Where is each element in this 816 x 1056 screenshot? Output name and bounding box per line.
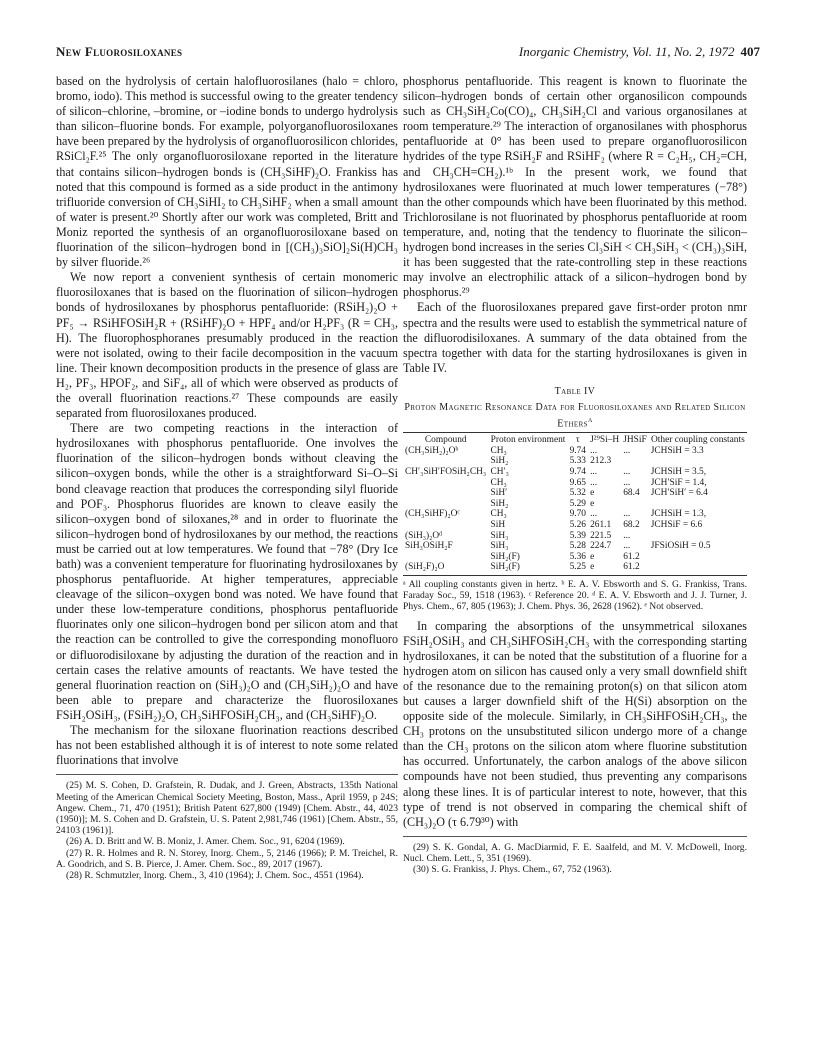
running-title: New Fluorosiloxanes [56, 44, 183, 59]
right-column [403, 74, 747, 875]
table-rule [403, 575, 747, 576]
cell-tau: 5.25 [569, 562, 586, 573]
table-title: Proton Magnetic Resonance Data for Fluorosiloxanes and Related Silicon Ethers [404, 401, 746, 430]
cell-j-si-h: 224.7 [590, 541, 612, 552]
cell-compound [403, 520, 489, 531]
cell-other-coupling: JCHSiH = 3.5, [650, 466, 707, 477]
journal-name: Inorganic Chemistry, Vol. 11, No. 2, 1972 [518, 44, 735, 59]
cell-environment: SiH₂(F) [490, 551, 520, 562]
cell-other-coupling [649, 456, 747, 467]
cell-j-si-h: 212.3 [590, 456, 612, 467]
cell-j-hsif: 61.2 [623, 551, 640, 562]
footnote: (27) R. R. Holmes and R. N. Storey, Inorg. Chem., 5, 2146 (1966); P. M. Treichel, R. A. Goodrich, and S. B. Pierce, J. Amer. Chem. Soc., 89, 2017 (1967). [56, 847, 398, 870]
cell-environment: SiH₂ [490, 498, 509, 509]
page-header [56, 44, 760, 64]
table-row [403, 488, 747, 499]
cell-environment: SiH₃ [490, 530, 509, 541]
table-row [403, 531, 747, 542]
cell-compound: (CH₃SiH₂)₂Oᵇ [405, 445, 459, 456]
cell-compound: (CH₃SiHF)₂Oᶜ [405, 509, 460, 520]
footnote: (25) M. S. Cohen, D. Grafstein, R. Dudak, and J. Green, Abstracts, 135th National Meeting of the American Chemical Society Meeting, Boston, Mass., April 1959, p 24S; Angew. Chem., 71, 470 (1951); British Patent 627,800 (1949) [Chem. Abstr., 44, 4023 (1950)]; M. S. Cohen and D. Grafstein, U. S. Patent 2,981,746 (1961) [Chem. Abstr., 55, 24103 (1961)]. [56, 780, 398, 837]
table-row [403, 499, 747, 510]
cell-tau: 9.74 [569, 466, 586, 477]
table-row [403, 467, 747, 478]
footnotes [403, 842, 747, 876]
cell-compound [403, 478, 489, 489]
cell-other-coupling [649, 552, 747, 563]
table-body [403, 446, 747, 573]
table-row [403, 456, 747, 467]
body-paragraph: There are two competing reactions in the interaction of hydrosiloxanes with phosphorus pentafluoride. One involves the fluorination of the silicon–hydrogen bonds without cleaving the silicon–oxygen bonds, while the other is a straightforward Si–O–Si bond cleavage reaction that produces the corresponding silyl fluoride and POF₃. Phosphorus fluorides are known to cleave easily the silicon–oxygen bond of siloxanes,²⁸ and in order to fluorinate the silicon–hydrogen bond of hydrosiloxanes by our method, the reactions must be carried out at low temperatures. We found that −78° (Dry Ice bath) was a convenient temperature for fluorinating hydrosiloxanes by phosphorus pentafluoride. At higher temperatures, appreciable cleavage of the silicon–oxygen bond was noted. We have found that under these low-temperature conditions, phosphorus pentafluoride fluorinates only one silicon–hydrogen bond per silicon atom and that the reaction can be controlled to give the corresponding monofluoro or difluorodisiloxane by adjusting the duration of the reaction and in certain cases the relative amounts of reactants. We have tested the general fluorination reaction on (SiH₃)₂O and (CH₃SiH₂)₂O and have been able to prepare and characterize the fluorosiloxanes FSiH₂OSiH₃, (FSiH₂)₂O, CH₃SiHFOSiH₂CH₃, and (CH₃SiHF)₂O. [56, 421, 398, 722]
table-row [403, 446, 747, 457]
footnote: (30) S. G. Frankiss, J. Phys. Chem., 67, 752 (1963). [413, 864, 612, 876]
cell-tau: 5.26 [569, 519, 586, 530]
cell-compound [403, 499, 489, 510]
cell-tau: 9.65 [569, 477, 586, 488]
cell-j-hsif: ... [623, 530, 631, 541]
cell-compound: SiH₃OSiH₂F [405, 541, 453, 552]
cell-j-si-h: ... [590, 509, 598, 520]
col-header: Proton environment [490, 435, 566, 446]
cell-j-si-h: ... [590, 466, 598, 477]
cell-environment: CH₃ [490, 509, 507, 520]
cell-environment: SiH₂(F) [490, 562, 520, 573]
cell-compound: (SiH₂F)₂O [405, 562, 445, 573]
table-row [403, 478, 747, 489]
col-header: Other coupling constants [651, 435, 745, 446]
cell-j-hsif [621, 456, 649, 467]
page-number: 407 [740, 44, 760, 59]
cell-j-si-h: e [590, 498, 595, 509]
cell-j-hsif: 68.4 [623, 488, 640, 499]
cell-compound [403, 552, 489, 563]
cell-j-hsif: ... [623, 477, 631, 488]
footnote-divider [403, 836, 747, 837]
footnote: (29) S. K. Gondal, A. G. MacDiarmid, F. E. Saalfeld, and M. V. McDowell, Inorg. Nucl. Chem. Lett., 5, 351 (1969). [403, 841, 747, 865]
cell-j-si-h: e [590, 488, 595, 499]
table-row [403, 552, 747, 563]
cell-environment: SiH [490, 519, 506, 530]
table-rule [403, 432, 747, 433]
cell-j-si-h: 261.1 [590, 519, 612, 530]
cell-j-hsif: ... [623, 509, 631, 520]
table-caption [403, 386, 747, 430]
cell-other-coupling [649, 499, 747, 510]
cell-other-coupling: JFSiOSiH = 0.5 [650, 541, 711, 552]
cell-tau: 5.33 [569, 456, 586, 467]
cell-tau: 9.70 [569, 509, 586, 520]
cell-compound: (SiH₃)₂Oᵈ [405, 530, 443, 541]
table-title-mark: a [587, 414, 593, 424]
footnotes [56, 780, 398, 881]
footnote: (28) R. Schmutzler, Inorg. Chem., 3, 410 (1964); J. Chem. Soc., 4551 (1964). [66, 869, 364, 881]
cell-j-si-h: 221.5 [590, 530, 612, 541]
col-header: Compound [424, 435, 467, 446]
cell-environment: CH₃ [490, 477, 507, 488]
cell-j-hsif: ... [623, 445, 631, 456]
footnote: (26) A. D. Britt and W. B. Moniz, J. Amer. Chem. Soc., 91, 6204 (1969). [66, 836, 345, 848]
cell-tau: 5.29 [569, 498, 586, 509]
cell-other-coupling: JCHSiH = 1.3, [650, 509, 707, 520]
table-row [403, 541, 747, 552]
cell-j-si-h: e [590, 562, 595, 573]
cell-j-si-h: ... [590, 445, 598, 456]
cell-tau: 5.28 [569, 541, 586, 552]
cell-j-si-h: ... [590, 477, 598, 488]
body-paragraph: based on the hydrolysis of certain halofluorosilanes (halo = chloro, bromo, iodo). This method is successful owing to the greater tendency of silicon–chlorine, –bromine, or –iodine bonds to undergo hydrolysis than silicon–fluorine bonds. For example, polyorganofluorosiloxanes have been prepared by the hydrolysis of organofluorosilicon chlorides, RSiCl₂F.²⁵ The only organofluorosiloxane reported in the literature that contains silicon–hydrogen bonds is (CH₃SiHF)₂O. Frankiss has noted that this compound is formed as a side product in the antimony trifluoride conversion of CH₃SiHI₂ to CH₃SiHF₂ when a small amount of water is present.²⁰ Shortly after our work was completed, Britt and Moniz reported the synthesis of an organofluorosiloxane based on fluorination of the silicon–hydrogen bond in [(CH₃)₃SiO]₂Si(H)CH₃ by silver fluoride.²⁶ [56, 74, 399, 270]
cell-other-coupling: JCH′SiH′ = 6.4 [650, 488, 708, 499]
cell-compound: CH′₃SiH′FOSiH₂CH₃ [405, 466, 487, 477]
col-header: JHSiF [623, 435, 647, 446]
cell-j-hsif: 61.2 [623, 562, 640, 573]
body-paragraph: We now report a convenient synthesis of certain monomeric fluorosiloxanes that is based on the fluorination of silicon–hydrogen bonds of hydrosiloxanes by phosphorus pentafluoride: (RSiH₂)₂O + PF₅ → RSiHFOSiH₂R + (RSiHF)₂O + HPF₄ and/or H₂PF₃ (R = CH₃, H). The fluorophosphoranes presumably produced in the reaction were not isolated, owing to their facile decomposition in the vacuum line. Their known decomposition products in the presence of glass are H₂, PF₃, HPOF₂, and SiF₄, all of which were observed as products of the overall fluorination reactions.²⁷ These compounds are easily separated from fluorosiloxanes produced. [56, 270, 398, 421]
cell-tau: 5.39 [569, 530, 586, 541]
table-iv [403, 386, 747, 613]
cell-other-coupling [649, 531, 747, 542]
table-number: Table IV [554, 385, 596, 397]
cell-environment: CH′₃ [490, 466, 509, 477]
body-paragraph: phosphorus pentafluoride. This reagent is known to fluorinate the silicon–hydrogen bonds of certain other organosilicon compounds such as CH₃SiH₂Co(CO)₄, CH₃SiH₂Cl and various organosilanes at room temperature.²⁹ The interaction of organosilanes with phosphorus pentafluoride at 0° has been used to prepare organofluorosilicon hydrides of the type RSiH₂F and RSiHF₂ (where R = C₂H₅, CH₂=CH, and CH₃CH=CH₂).¹ᵇ In the present work, we found that hydrosiloxanes were fluorinated at much lower temperatures (−78°) than the other compounds which have been fluorinated by this method. Trichlorosilane is not fluorinated by phosphorus pentafluoride at room temperature, and, noting that the tendency to fluorinate the silicon–hydrogen bond increases in the series Cl₃SiH < CH₃SiH₃ < (CH₃)₃SiH, it has been suggested that the rate-controlling step in these reactions may involve an electrophilic attack of a silicon–hydrogen bond by phosphorus.²⁹ [403, 74, 747, 300]
cell-environment: SiH₃ [490, 541, 509, 552]
table-row [403, 509, 747, 520]
cell-environment: SiH′ [490, 488, 508, 499]
cell-j-hsif: ... [623, 541, 631, 552]
table-row [403, 562, 747, 573]
cell-j-hsif: 68.2 [623, 519, 640, 530]
col-header: J²⁹Si–H [590, 435, 620, 446]
cell-compound [403, 488, 489, 499]
cell-environment: CH₃ [490, 445, 507, 456]
cell-other-coupling: JCHSiF = 6.6 [650, 519, 703, 530]
cell-tau: 5.36 [569, 551, 586, 562]
nmr-table [403, 435, 747, 573]
table-notes: ᵃ All coupling constants given in hertz. ᵇ E. A. V. Ebsworth and S. G. Frankiss, Trans. Faraday Soc., 59, 1518 (1963). ᶜ Reference 20. ᵈ E. A. V. Ebsworth and J. J. Turner, J. Phys. Chem., 67, 805 (1963); J. Chem. Phys. 36, 2628 (1962). ᵉ Not observed. [403, 578, 747, 613]
table-header-row [403, 435, 747, 446]
cell-tau: 9.74 [569, 445, 586, 456]
table-row [403, 520, 747, 531]
cell-other-coupling [649, 562, 747, 573]
col-header: τ [575, 435, 580, 446]
cell-other-coupling: JCH′SiF = 1.4, [650, 477, 707, 488]
body-paragraph: In comparing the absorptions of the unsymmetrical siloxanes FSiH₂OSiH₃ and CH₃SiHFOSiH₂CH₃ with the corresponding starting hydrosiloxanes, it can be noted that the substitution of a fluorine for a hydrogen atom on silicon has caused only a very small downfield shift of the resonance due to the remaining proton(s) on that silicon atom but causes a larger downfield shift of the H(Si) absorption on the opposite side of the molecule. Similarly, in CH₃SiHFOSiH₂CH₃, the CH₃ protons on the unsubstituted silicon undergo more of a change than the CH₃ protons on the silicon atom where fluorine substitution has occurred. Unfortunately, the carbon analogs of the above silicon compounds have not been studied, thus preventing any comparisons along these lines. It is of particular interest to note, however, that this type of trend is not observed in comparing the chemical shift of (CH₃)₂O (τ 6.79³⁰) with [403, 618, 747, 829]
footnote-divider [56, 774, 398, 775]
cell-environment: SiH₂ [490, 456, 509, 467]
cell-j-hsif: ... [623, 466, 631, 477]
cell-compound [403, 456, 489, 467]
left-column [56, 74, 398, 881]
cell-j-si-h: e [590, 551, 595, 562]
cell-j-hsif [621, 499, 649, 510]
cell-other-coupling: JCHSiH = 3.3 [650, 445, 704, 456]
cell-tau: 5.32 [569, 488, 586, 499]
body-paragraph: The mechanism for the siloxane fluorination reactions described has not been established although it is of interest to note some related fluorinations that involve [56, 723, 398, 768]
journal-citation [519, 44, 760, 60]
body-paragraph: Each of the fluorosiloxanes prepared gave first-order proton nmr spectra and the results were used to establish the symmetrical nature of the difluorodisiloxanes. A summary of the data obtained from the spectra together with data for the starting hydrosiloxanes is given in Table IV. [403, 300, 747, 375]
